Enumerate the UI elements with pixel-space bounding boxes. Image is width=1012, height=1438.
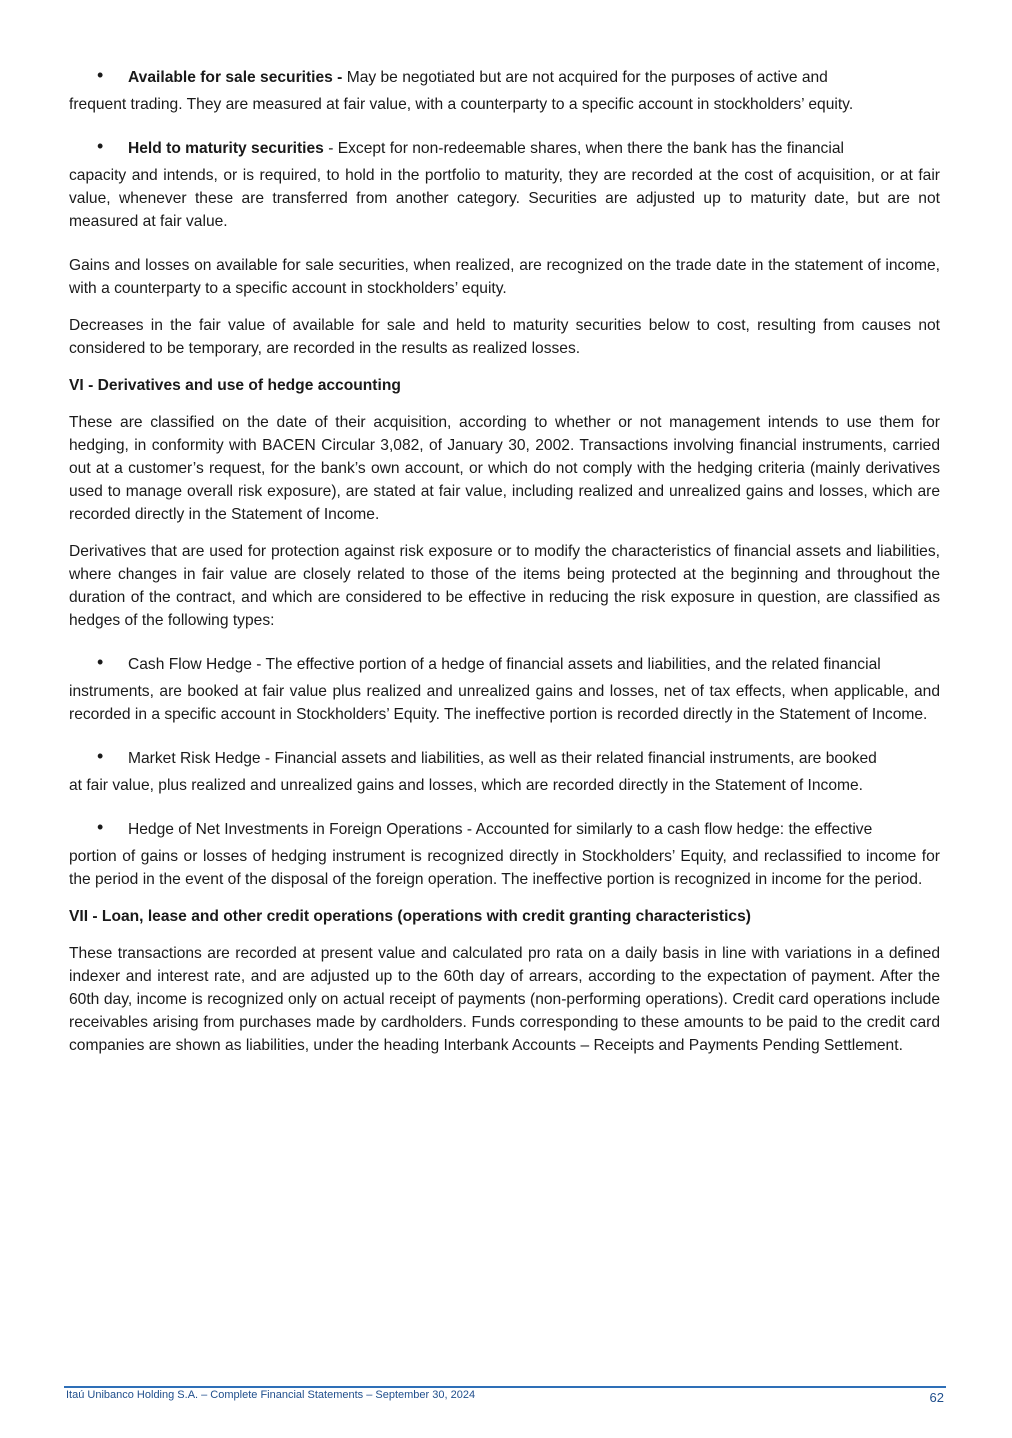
section-heading-vii: VII - Loan, lease and other credit operations (operations with credit granting characteristics) — [69, 908, 751, 925]
document-body — [69, 66, 940, 1071]
bullet-text-rest: frequent trading. They are measured at fair value, with a counterparty to a specific account in stockholders’ equity. — [69, 96, 854, 113]
paragraph-gains-losses: Gains and losses on available for sale securities, when realized, are recognized on the trade date in the statement of income, with a counterparty to a specific account in stockholders’ equity. — [69, 257, 940, 297]
bullet-text-rest: capacity and intends, or is required, to hold in the portfolio to maturity, they are recorded at the cost of acquisition, or at fair value, whenever these are transferred from another category. Securities are adjusted up to maturity date, but are not measured at fair value. — [69, 167, 940, 230]
bullet-text-first-line: Cash Flow Hedge - The effective portion of a hedge of financial assets and liabilities, and the related financial — [128, 656, 881, 673]
term-available-for-sale: Available for sale securities - — [128, 69, 343, 86]
bullet-held-to-maturity — [69, 137, 940, 233]
bullet-text-rest: instruments, are booked at fair value plus realized and unrealized gains and losses, net of tax effects, when applicable, and recorded in a specific account in Stockholders’ Equity. The ineffective portion is recorded directly in the Statement of Income. — [69, 683, 940, 723]
bullet-text-first-line: Hedge of Net Investments in Foreign Operations - Accounted for similarly to a cash flow hedge: the effective — [128, 821, 873, 838]
bullet-net-investment-hedge — [69, 818, 940, 891]
bullet-icon: • — [97, 652, 104, 672]
section-heading-vi: VI - Derivatives and use of hedge accounting — [69, 377, 401, 394]
bullet-text-rest: portion of gains or losses of hedging instrument is recognized directly in Stockholders’ Equity, and reclassified to income for the period in the event of the disposal of the foreign operation. The ineffective portion is recognized in income for the period. — [69, 848, 940, 888]
bullet-text-first-line: Market Risk Hedge - Financial assets and liabilities, as well as their related financial instruments, are booked — [128, 750, 877, 767]
bullet-market-risk-hedge — [69, 747, 940, 797]
paragraph-derivatives: Derivatives that are used for protection against risk exposure or to modify the characteristics of financial assets and liabilities, where changes in fair value are closely related to those of the items being protected at the beginning and throughout the duration of the contract, and which are considered to be effective in reducing the risk exposure in question, are classified as hedges of the following types: — [69, 543, 940, 629]
paragraph-decreases: Decreases in the fair value of available for sale and held to maturity securities below to cost, resulting from causes not considered to be temporary, are recorded in the results as realized losses. — [69, 317, 940, 357]
bullet-text-first-line: - Except for non-redeemable shares, when there the bank has the financial — [328, 140, 844, 157]
bullet-cash-flow-hedge — [69, 653, 940, 726]
bullet-icon: • — [97, 817, 104, 837]
page-number: 62 — [929, 1390, 944, 1405]
footer-divider — [64, 1386, 946, 1388]
bullet-text-first-line: May be negotiated but are not acquired for the purposes of active and — [346, 69, 828, 86]
bullet-available-for-sale — [69, 66, 940, 116]
paragraph-classified: These are classified on the date of their acquisition, according to whether or not management intends to use them for hedging, in conformity with BACEN Circular 3,082, of January 30, 2002. Transactions involving financial instruments, carried out at a customer’s request, for the bank’s own account, or which do not comply with the hedging criteria (mainly derivatives used to manage overall risk exposure), are stated at fair value, including realized and unrealized gains and losses, which are recorded directly in the Statement of Income. — [69, 414, 940, 523]
bullet-icon: • — [97, 136, 104, 156]
bullet-text-rest: at fair value, plus realized and unrealized gains and losses, which are recorded directly in the Statement of Income. — [69, 777, 863, 794]
footer-company-title: Itaú Unibanco Holding S.A. – Complete Financial Statements – September 30, 2024 — [66, 1389, 476, 1401]
term-held-to-maturity: Held to maturity securities — [128, 140, 324, 157]
paragraph-loans: These transactions are recorded at present value and calculated pro rata on a daily basis in line with variations in a defined indexer and interest rate, and are adjusted up to the 60th day of arrears, according to the expectation of payment. After the 60th day, income is recognized only on actual receipt of payments (non-performing operations). Credit card operations include receivables arising from purchases made by cardholders. Funds corresponding to these amounts to be paid to the credit card companies are shown as liabilities, under the heading Interbank Accounts – Receipts and Payments Pending Settlement. — [69, 945, 940, 1054]
bullet-icon: • — [97, 746, 104, 766]
bullet-icon: • — [97, 65, 104, 85]
